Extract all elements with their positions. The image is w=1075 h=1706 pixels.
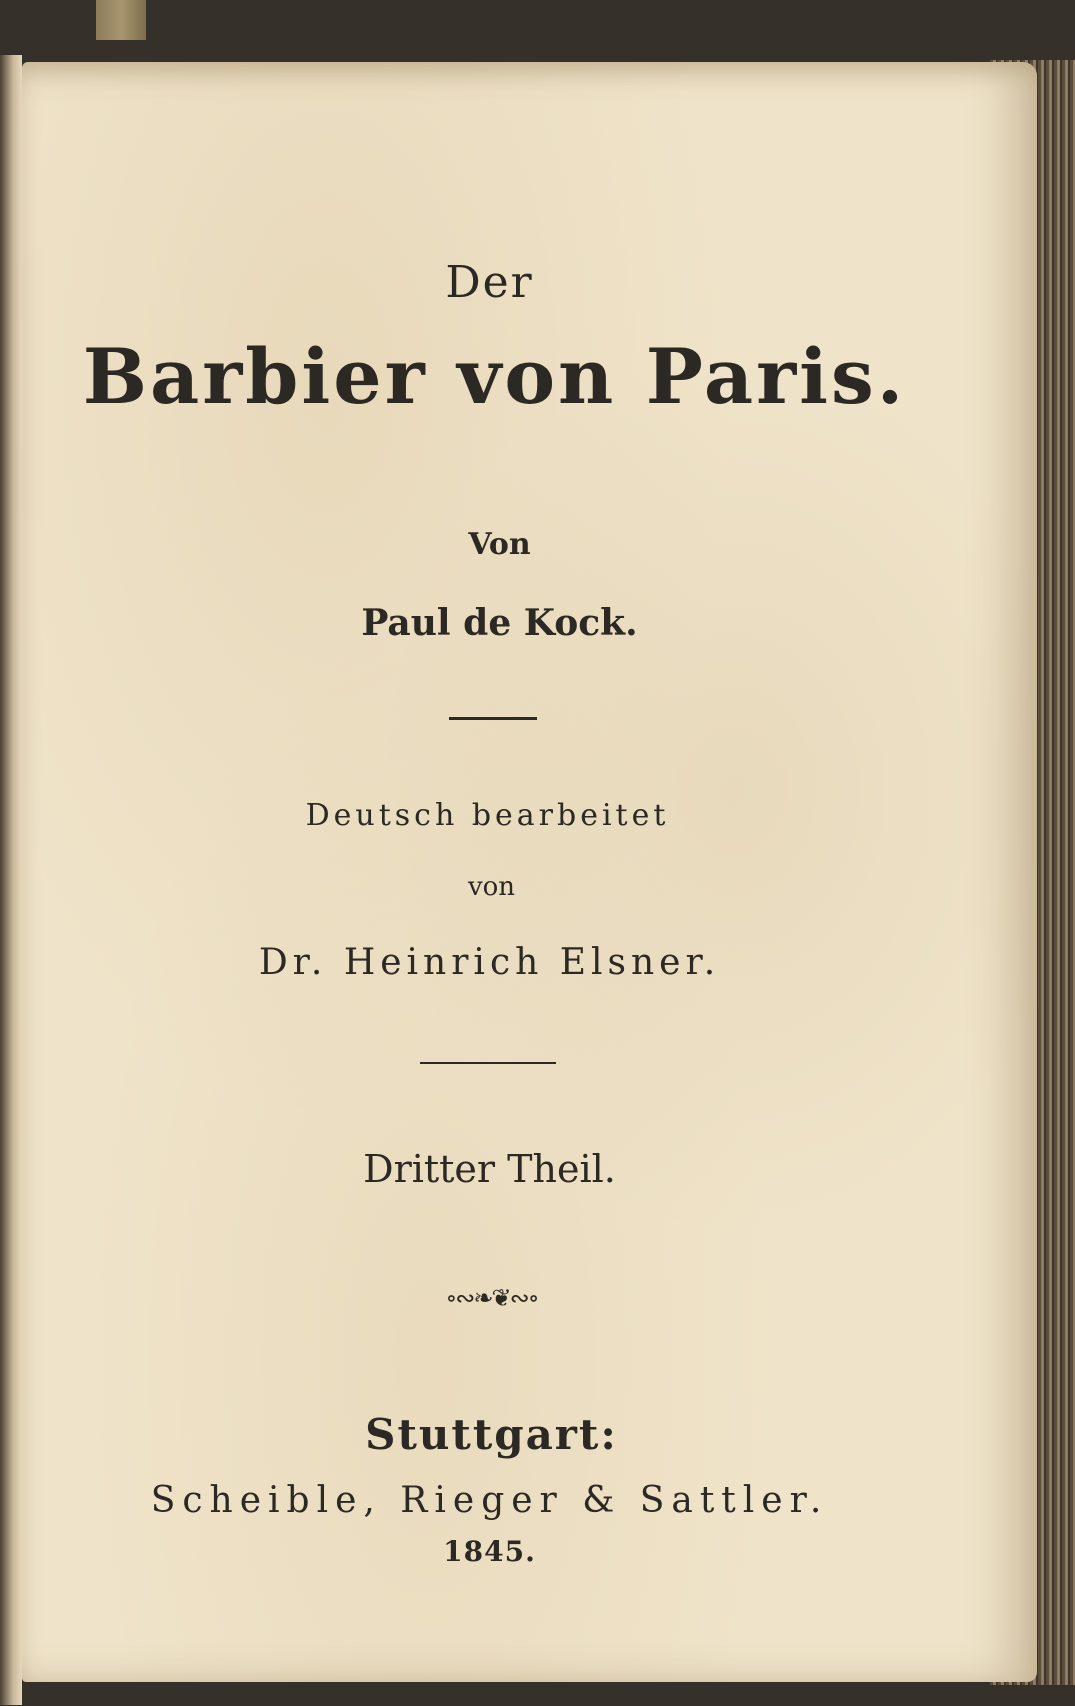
publication-city: Stuttgart: xyxy=(365,1410,618,1459)
author-name: Paul de Kock. xyxy=(361,602,638,644)
by-label-2: von xyxy=(467,872,516,902)
translation-note: Deutsch bearbeitet xyxy=(305,798,670,833)
translator-name: Dr. Heinrich Elsner. xyxy=(258,942,721,983)
volume-label: Dritter Theil. xyxy=(363,1147,616,1191)
publisher-name: Scheible, Rieger & Sattler. xyxy=(150,1480,829,1521)
divider-rule xyxy=(449,717,537,720)
by-label: Von xyxy=(468,527,531,562)
bookmark-ribbon xyxy=(96,0,146,40)
divider-rule-2 xyxy=(420,1062,556,1064)
book-title: Barbier von Paris. xyxy=(82,332,907,421)
publication-year: 1845. xyxy=(443,1535,536,1568)
ornament-icon: ∘∾❧❦∾∘ xyxy=(445,1284,538,1312)
title-article: Der xyxy=(445,257,534,308)
title-page xyxy=(22,62,1037,1682)
